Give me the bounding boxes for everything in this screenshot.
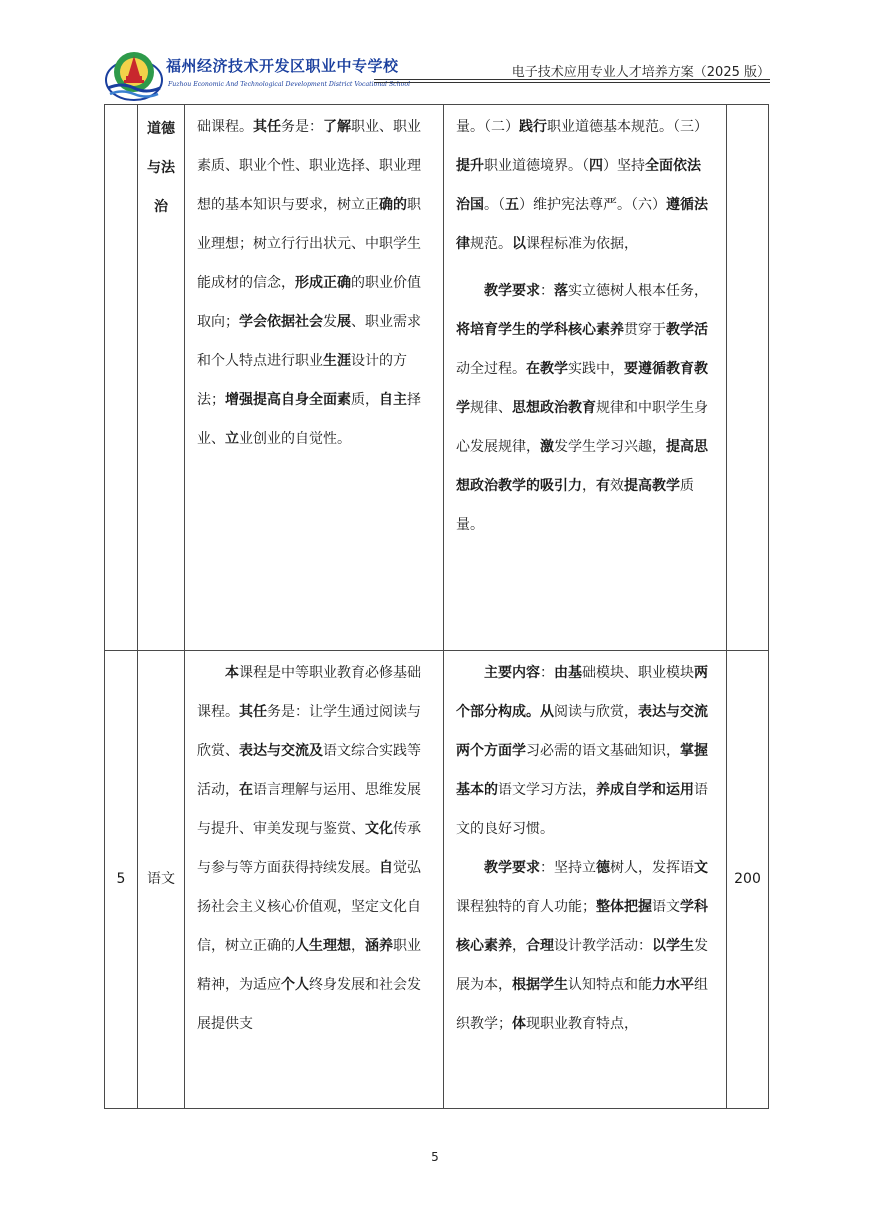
course-content: [444, 105, 727, 651]
text-run: 础课程。: [197, 119, 253, 135]
text-run: 实践中，: [568, 361, 624, 377]
text-run: 了解: [323, 119, 351, 135]
curriculum-table: [104, 104, 769, 1109]
text-run: 务是：: [281, 119, 323, 135]
text-run: 传承与参与等方面获得持续发展。: [197, 821, 421, 876]
text-run: 发学生学习兴趣，: [554, 439, 666, 455]
text-run: 确的: [379, 197, 407, 213]
text-run: 择业、: [197, 392, 421, 447]
text-run: 提高教学: [624, 478, 680, 494]
course-name-line: 与法: [147, 160, 175, 176]
text-run: 以学生: [652, 938, 694, 954]
text-run: 树人，发挥语: [610, 860, 694, 876]
text-run: 其任: [239, 704, 267, 720]
text-run: ，: [512, 938, 526, 954]
text-run: 课程标准为依据，: [526, 236, 638, 252]
text-run: 落: [554, 283, 568, 299]
text-run: 务是：让学生通过阅读与欣赏、: [197, 704, 421, 759]
text-run: 发展为本，: [456, 938, 708, 993]
text-run: ：: [540, 665, 554, 681]
text-run: 阅读与欣赏，: [554, 704, 638, 720]
text-run: 学科核心素养: [456, 899, 708, 954]
text-run: 两个部分构成。从: [456, 665, 708, 720]
text-run: 以: [512, 236, 526, 252]
course-hours: [727, 105, 769, 651]
intro-paragraph: [197, 108, 431, 459]
content-paragraph: [456, 849, 714, 1044]
text-run: 文: [694, 860, 708, 876]
text-run: 。（: [484, 197, 505, 213]
course-name-line: 治: [154, 199, 168, 215]
header-rule-thin: [374, 82, 770, 83]
text-run: 量。（二）: [456, 119, 519, 135]
text-run: 其任: [253, 119, 281, 135]
text-run: 效: [610, 478, 624, 494]
course-number: 5: [105, 651, 138, 1109]
text-run: 要遵循教育教学: [456, 361, 708, 416]
text-run: 由基: [554, 665, 582, 681]
school-name-cn: 福州经济技术开发区职业中专学校: [166, 57, 399, 75]
text-run: 组织教学；: [456, 977, 708, 1032]
text-run: 职业道德境界。（: [484, 158, 589, 174]
text-run: 涵养: [365, 938, 393, 954]
page-number: 5: [431, 1150, 439, 1164]
document-title: 电子技术应用专业人才培养方案（2025 版）: [511, 65, 770, 80]
header-rule: [374, 79, 770, 80]
text-run: 规律和中职学生身心发展规律，: [456, 400, 708, 455]
text-run: 语言理解与运用、思维发展与提升、审美发现与鉴赏、: [197, 782, 421, 837]
text-run: 规范。: [470, 236, 512, 252]
text-run: 课程是中等职业教育必修基础课程。: [197, 665, 421, 720]
course-intro: [185, 651, 444, 1109]
text-run: 自主: [379, 392, 407, 408]
text-run: 自: [379, 860, 393, 876]
text-run: 本: [225, 665, 239, 681]
text-run: 学会依据社会: [239, 314, 323, 330]
text-run: 课程独特的育人功能；: [456, 899, 596, 915]
text-run: 设计的方法；: [197, 353, 407, 408]
text-run: 教学要求: [484, 860, 540, 876]
table-row: [105, 651, 769, 1109]
text-run: 质量。: [456, 478, 694, 533]
text-run: 全面依法治国: [456, 158, 701, 213]
text-run: 认知特点和能: [568, 977, 652, 993]
text-run: 的职业价值取向；: [197, 275, 421, 330]
text-run: 立: [225, 431, 239, 447]
text-run: 职业理想；树立行行出状元、中职学生能成材的信念，: [197, 197, 421, 291]
text-run: 五: [505, 197, 519, 213]
text-run: 有: [596, 478, 610, 494]
text-run: ：坚持立: [540, 860, 596, 876]
text-run: 文化: [365, 821, 393, 837]
text-run: 提升: [456, 158, 484, 174]
text-run: 力水平: [652, 977, 694, 993]
text-run: 业创业的自觉性。: [239, 431, 351, 447]
text-run: 个人: [281, 977, 309, 993]
text-run: 语文的良好习惯。: [456, 782, 708, 837]
content-paragraph: [456, 108, 714, 264]
text-run: ：: [540, 283, 554, 299]
text-run: 人生理想: [295, 938, 351, 954]
text-run: 发: [323, 314, 337, 330]
text-run: 主要内容: [484, 665, 540, 681]
text-run: 遵循法律: [456, 197, 708, 252]
table-row: [105, 105, 769, 651]
text-run: ）维护宪法尊严。（六）: [519, 197, 666, 213]
course-name: [138, 651, 185, 1109]
text-run: 体: [512, 1016, 526, 1032]
text-run: 职业、职业素质、职业个性、职业选择、职业理想的基本知识与要求，树立正: [197, 119, 421, 213]
text-run: 职业精神，为适应: [197, 938, 421, 993]
text-run: 提高思想政治教学的吸引力: [456, 439, 708, 494]
text-run: 将培育学生的学科核心素养: [456, 322, 624, 338]
course-content: [444, 651, 727, 1109]
course-name-line: 语文: [147, 871, 175, 887]
text-run: 四: [589, 158, 603, 174]
text-run: 养成自学和运用: [596, 782, 694, 798]
text-run: 在: [239, 782, 253, 798]
text-run: 觉弘扬社会主义核心价值观，坚定文化自信，树立正确的: [197, 860, 421, 954]
content-paragraph: [456, 272, 714, 545]
text-run: 础模块、职业模块: [582, 665, 694, 681]
school-name-en: Fuzhou Economic And Technological Development District Vocational School: [168, 81, 411, 88]
text-run: 习必需的语文基础知识，: [526, 743, 680, 759]
text-run: ，: [582, 478, 596, 494]
text-run: 在教学: [526, 361, 568, 377]
text-run: 根据学生: [512, 977, 568, 993]
text-run: 践行: [519, 119, 547, 135]
intro-paragraph: [197, 654, 431, 1044]
text-run: ）坚持: [603, 158, 645, 174]
text-run: 形成正确: [295, 275, 351, 291]
text-run: 生涯: [323, 353, 351, 369]
text-run: 实立德树人根本任务，: [568, 283, 708, 299]
text-run: 贯穿于: [624, 322, 666, 338]
text-run: 展: [337, 314, 351, 330]
course-number: [105, 105, 138, 651]
text-run: 语文学习方法，: [498, 782, 596, 798]
text-run: 思想政治教育: [512, 400, 596, 416]
text-run: 语文: [652, 899, 680, 915]
text-run: 质，: [351, 392, 379, 408]
text-run: 、职业需求和个人特点进行职业: [197, 314, 421, 369]
text-run: 语文综合实践等活动，: [197, 743, 421, 798]
course-name: [138, 105, 185, 651]
text-run: 增强提高自身全面素: [225, 392, 351, 408]
course-name-line: 道德: [147, 121, 175, 137]
text-run: 终身发展和社会发展提供支: [197, 977, 421, 1032]
text-run: 整体把握: [596, 899, 652, 915]
page-header: [104, 46, 770, 102]
course-hours: 200: [727, 651, 769, 1109]
text-run: 合理: [526, 938, 554, 954]
text-run: 职业道德基本规范。（三）: [547, 119, 708, 135]
text-run: 动全过程。: [456, 361, 526, 377]
text-run: 掌握基本的: [456, 743, 708, 798]
text-run: 规律、: [470, 400, 512, 416]
text-run: 教学活: [666, 322, 708, 338]
text-run: 教学要求: [484, 283, 540, 299]
course-intro: [185, 105, 444, 651]
text-run: 德: [596, 860, 610, 876]
text-run: 表达与交流及: [239, 743, 323, 759]
text-run: ，: [351, 938, 365, 954]
text-run: 设计教学活动：: [554, 938, 652, 954]
text-run: 现职业教育特点，: [526, 1016, 638, 1032]
school-logo-icon: [104, 46, 164, 102]
content-paragraph: [456, 654, 714, 849]
text-run: 激: [540, 439, 554, 455]
text-run: 表达与交流两个方面学: [456, 704, 708, 759]
